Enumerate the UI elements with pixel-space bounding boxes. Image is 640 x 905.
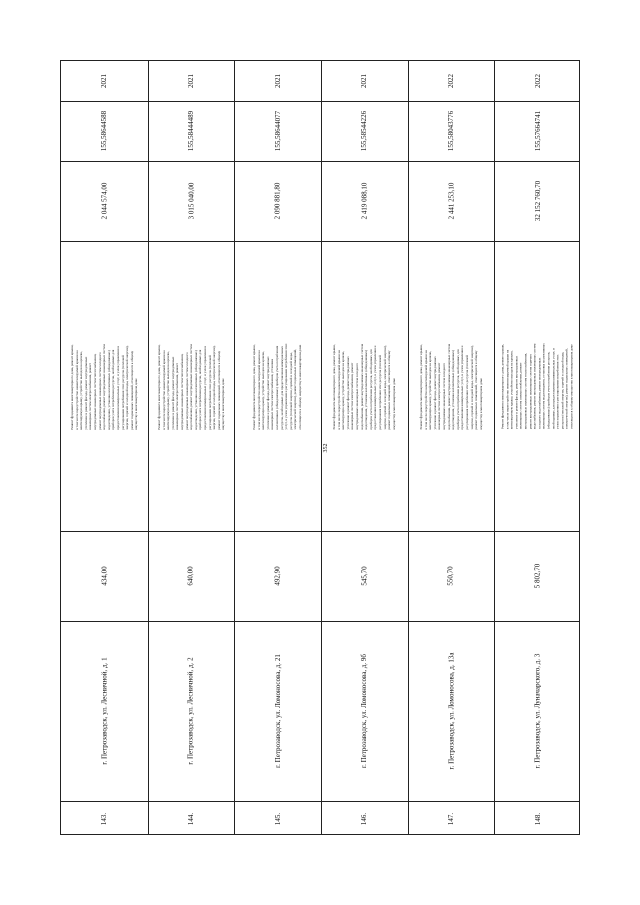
address-text: г. Петрозаводск, ул. Лесничной, д. 1 [100,657,109,765]
area-text: 5 802,70 [533,563,542,589]
address-text: г. Петрозаводск, ул. Лесничной, д. 2 [186,657,195,765]
specific-text: 155,57664741 [533,110,542,152]
cell-cost [408,161,495,241]
num-text: 143. [100,812,109,825]
cell-description [494,241,581,531]
cost-text: 2 419 088,10 [360,182,369,220]
description-text: Ремонт фундамента многоквартирного дома, ремонт крыши, в том числе переустройство невентилируемой крыши на вентилируемую крышу, устройство выходов на кровлю, утепление и ремонт фасада, ремонт внутридомовых инженерных систем электроснабжения, установка коллективных (общедомовых) приборов учета потребления ресурсов, необходимых для предоставления коммунальных услуг, и узлов управления и регулирования потребления этих ресурсов (тепловой энергии, горячей и холодной воды, электрической энергии), ремонт подвальных помещений, относящихся к общему имуществу в многоквартирном доме [252,343,303,430]
num-text: 147. [446,812,455,825]
repair-table [60,60,580,835]
description-text: Ремонт фундамента многоквартирного дома, ремонт крыши, в том числе переустройство невентилируемой крыши на вентилируемую крышу, устройство выходов на кровлю, утепление и ремонт фасада, ремонт внутридомовых инженерных систем электроснабжения, ремонт внутридомовых инженерных систем теплоснабжения, ремонт внутридомовых инженерных систем холодного водоснабжения, ремонт внутридомовых инженерных систем водоотведения, установка коллективных (общедомовых) приборов учета потребления ресурсов, необходимых для предоставления коммунальных услуг, и узлов управления и регулирования потребления этих ресурсов (тепловой энергии, горячей и холодной воды, электрической энергии), ремонт подвальных помещений, относящихся к общему имуществу в многоквартирном доме [156,343,225,430]
cost-text: 2 090 881,80 [273,182,282,220]
cell-specific [494,101,581,161]
specific-text: 155,58544226 [360,110,369,152]
cell-year [494,61,581,101]
num-text: 148. [533,812,542,825]
year-text: 2021 [273,74,282,88]
address-text: г. Петрозаводск, ул. Луначарского, д. 3 [533,653,542,769]
cell-address [148,621,235,801]
cell-specific [61,101,148,161]
area-text: 545,70 [360,566,369,586]
cell-area [321,531,408,621]
specific-text: 155,58644077 [273,110,282,152]
year-text: 2021 [360,74,369,88]
year-text: 2021 [186,74,195,88]
cell-cost [234,161,321,241]
cost-text: 2 441 253,10 [446,182,455,220]
num-text: 144. [186,812,195,825]
cell-year [148,61,235,101]
area-text: 434,00 [100,566,109,586]
page-number: 352 [323,443,329,453]
cell-area [494,531,581,621]
cell-area [148,531,235,621]
description-text: Ремонт фундамента многоквартирного дома, ремонт крыши, в том числе переустройство невентилируемой крыши на вентилируемую крышу, устройство выходов на кровлю, утепление и ремонт фасада, ремонт внутридомовых инженерных систем электроснабжения, ремонт внутридомовых инженерных систем теплоснабжения, ремонт внутридомовых инженерных систем холодного водоснабжения, ремонт внутридомовых инженерных систем водоотведения, установка коллективных (общедомовых) приборов учета потребления ресурсов, необходимых для предоставления коммунальных услуг, и узлов управления и регулирования потребления этих ресурсов (тепловой энергии, горячей и холодной воды, электрической энергии), ремонт подвальных помещений, относящихся к общему имуществу в многоквартирном доме [69,343,139,430]
cell-address [321,621,408,801]
cell-specific [408,101,495,161]
cell-year [234,61,321,101]
specific-text: 155,58043776 [446,110,455,152]
cell-specific [234,101,321,161]
num-text: 146. [360,812,369,825]
specific-text: 155,58644588 [100,110,109,152]
cell-num [494,801,581,836]
cell-address [234,621,321,801]
cell-year [321,61,408,101]
cell-num [61,801,148,836]
cost-text: 32 152 760,70 [533,180,542,222]
cell-description [61,241,148,531]
address-text: г. Петрозаводск, ул. Ломоносова, д. 21 [273,654,282,768]
description-text: Ремонт фундамента многоквартирного дома, ремонт крыши, в том числе переустройство невентилируемой крыши на вентилируемую крышу, устройство выходов на кровлю, утепление и ремонт фасада, ремонт внутридомовых инженерных систем электроснабжения, ремонт внутридомовых инженерных систем теплоснабжения, ремонт внутридомовых инженерных систем горячего водоснабжения, ремонт внутридомовых инженерных систем холодного водоснабжения, ремонт внутридомовых инженерных систем водоотведения, установка коллективных (общедомовых) приборов учета потребления ресурсов, необходимых для предоставления коммунальных услуг, и узлов управления и регулирования потребления этих ресурсов (тепловой энергии, горячей и холодной воды, электрической энергии), ремонт подвальных помещений, относящихся к общему имуществу в многоквартирном доме [500,343,574,430]
cell-address [494,621,581,801]
cost-text: 2 044 574,00 [100,182,109,220]
cell-area [61,531,148,621]
cell-address [61,621,148,801]
description-text: Ремонт фундамента многоквартирного дома, ремонт крыши, в том числе переустройство невентилируемой крыши на вентилируемую крышу, устройство выходов на кровлю, утепление и ремонт фасада, ремонт внутридомовых инженерных систем электроснабжения, ремонт внутридомовых инженерных систем холодного водоснабжения, ремонт внутридомовых инженерных систем водоотведения, установка коллективных (общедомовых) приборов учета потребления ресурсов, необходимых для предоставления коммунальных услуг, и узлов управления и регулирования потребления этих ресурсов (тепловой энергии, горячей и холодной воды, электрической энергии), ремонт подвальных помещений, относящихся к общему имуществу в многоквартирном доме [332,343,396,430]
cell-specific [148,101,235,161]
cell-description [321,241,408,531]
year-text: 2021 [100,74,109,88]
area-text: 550,70 [446,566,455,586]
cell-cost [321,161,408,241]
cell-address [408,621,495,801]
cell-num [148,801,235,836]
specific-text: 155,58444489 [186,110,195,152]
num-text: 145. [273,812,282,825]
cell-area [408,531,495,621]
cell-year [408,61,495,101]
year-text: 2022 [446,74,455,88]
cell-description [408,241,495,531]
address-text: г. Петрозаводск, ул. Ломоносова, д. 9б [360,654,369,768]
address-text: г. Петрозаводск, ул. Ломоносова, д. 13а [446,652,455,770]
cell-num [234,801,321,836]
cell-num [408,801,495,836]
cell-cost [494,161,581,241]
cell-num [321,801,408,836]
cell-description [234,241,321,531]
cell-specific [321,101,408,161]
cell-cost [61,161,148,241]
area-text: 640,00 [186,566,195,586]
year-text: 2022 [533,74,542,88]
cell-year [61,61,148,101]
description-text: Ремонт фундамента многоквартирного дома, ремонт крыши, в том числе переустройство невентилируемой крыши на вентилируемую крышу, устройство выходов на кровлю, утепление и ремонт фасада, ремонт внутридомовых инженерных систем электроснабжения, ремонт внутридомовых инженерных систем холодного водоснабжения, ремонт внутридомовых инженерных систем водоотведения, установка коллективных (общедомовых) приборов учета потребления ресурсов, необходимых для предоставления коммунальных услуг, и узлов управления и регулирования потребления этих ресурсов (тепловой энергии, горячей и холодной воды, электрической энергии), ремонт подвальных помещений, относящихся к общему имуществу в многоквартирном доме [418,343,483,430]
cell-description [148,241,235,531]
cost-text: 3 015 040,00 [186,182,195,220]
cell-area [234,531,321,621]
cell-cost [148,161,235,241]
area-text: 492,90 [273,566,282,586]
